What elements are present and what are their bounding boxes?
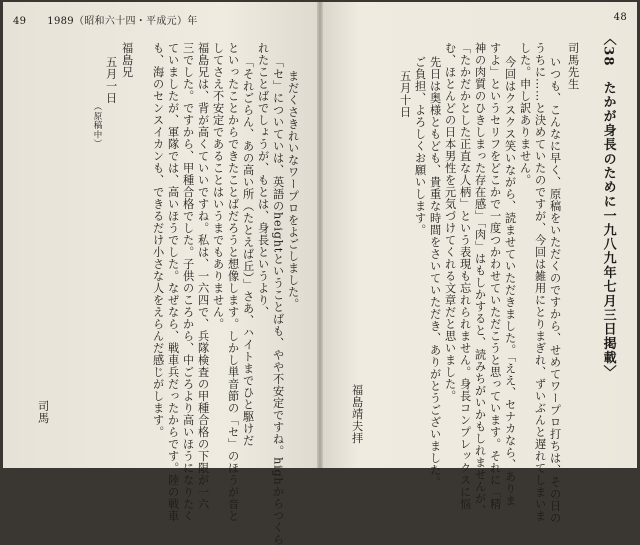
left-addressee: 福島兄 bbox=[120, 42, 134, 78]
right-body-line: む、ほとんどの日本男性を元気づけてくれる文章だと思いました。 bbox=[443, 42, 457, 402]
right-body-line: した。申し訳ありません。 bbox=[518, 42, 532, 186]
left-body-line: まだくさきれいなワープロをよごしました。 bbox=[286, 70, 300, 310]
left-body-line: 福島兄は、背が高くていいですね。私は、一六四で、兵隊検査の甲種合格の下限が一六 bbox=[196, 42, 210, 510]
right-addressee: 司馬先生 bbox=[566, 42, 580, 90]
right-page-number: 48 bbox=[613, 12, 627, 23]
letter-title: 〈38 たかが身長のために一九八九年七月三日掲載〉 bbox=[600, 32, 616, 380]
right-signature: 福島靖夫拝 bbox=[350, 384, 364, 444]
left-body-line: 三でした。ですから、甲種合格でした。子供のころから、中ごろより高いほうになりたく bbox=[181, 42, 195, 522]
left-body-line: といったことからできたことばだろうと想像します。しかし単音節の「セ」のほうが音と bbox=[226, 42, 240, 522]
left-running-title: 1989（昭和六十四・平成元）年 bbox=[47, 16, 198, 27]
left-date-note: （原稿中） bbox=[92, 102, 102, 149]
right-body-line: すよ」というセリフをどこかで一度つかわせていただこうと思っています。それに「精 bbox=[488, 42, 502, 510]
book-gutter bbox=[317, 2, 323, 468]
left-body-line: も、海のセンスイカンも、できるだけ小さな人をえらんだ感じがします。 bbox=[151, 42, 165, 438]
right-body-line: 今回はクスクス笑いながら、読ませていただきました。「ええ、セナカなら、ありま bbox=[503, 56, 517, 507]
left-signature: 司馬 bbox=[36, 400, 50, 424]
left-body-line: してさえ不安定であることはいうまでもありません。 bbox=[211, 42, 225, 330]
right-body-line: いつも、こんなに早く、原稿をいただくのですから、せめてワープロ打ちは、その日の bbox=[548, 56, 562, 524]
right-body-line: ご負担、よろしくお願いします。 bbox=[413, 56, 427, 236]
right-body-line: うちに……と決めていたのですが、今回は雑用にとりまぎれ、ずいぶんと遅れてしまいま bbox=[533, 42, 547, 522]
left-body-line: れたことばでしょうが、もとは、身長というより、 bbox=[256, 42, 270, 318]
left-running-head bbox=[13, 12, 198, 27]
left-body-line: ていましたが、軍隊では、高いほうでした。なぜなら、戦車兵だったからです。陸の戦車 bbox=[166, 42, 180, 522]
left-page-number: 49 bbox=[13, 16, 27, 27]
left-date: 五月一日 bbox=[104, 56, 118, 104]
book-spread bbox=[3, 2, 637, 545]
right-body-line: 先日は奥様ともども、貴重な時間をさいていただき、ありがとうございました。 bbox=[428, 56, 442, 488]
right-date: 五月十日 bbox=[398, 70, 412, 118]
left-body-line: 「それごらん、あの高い所（たとえば丘）」さあ、ハイトまでひと駆けだ bbox=[241, 56, 255, 447]
right-body-line: 「たかだかとした正直な人柄」という表現も忘れられません。身長コンプレックスに悩 bbox=[458, 42, 472, 510]
right-body-line: 神の肉質のひきしまった存在感」「肉」はもしかすると、読みちがいかもしれませんが、 bbox=[473, 42, 487, 517]
left-body-line: 「セ」についていは、英語のheightということばも、やや不安定ですね。highからつくら bbox=[271, 56, 285, 545]
